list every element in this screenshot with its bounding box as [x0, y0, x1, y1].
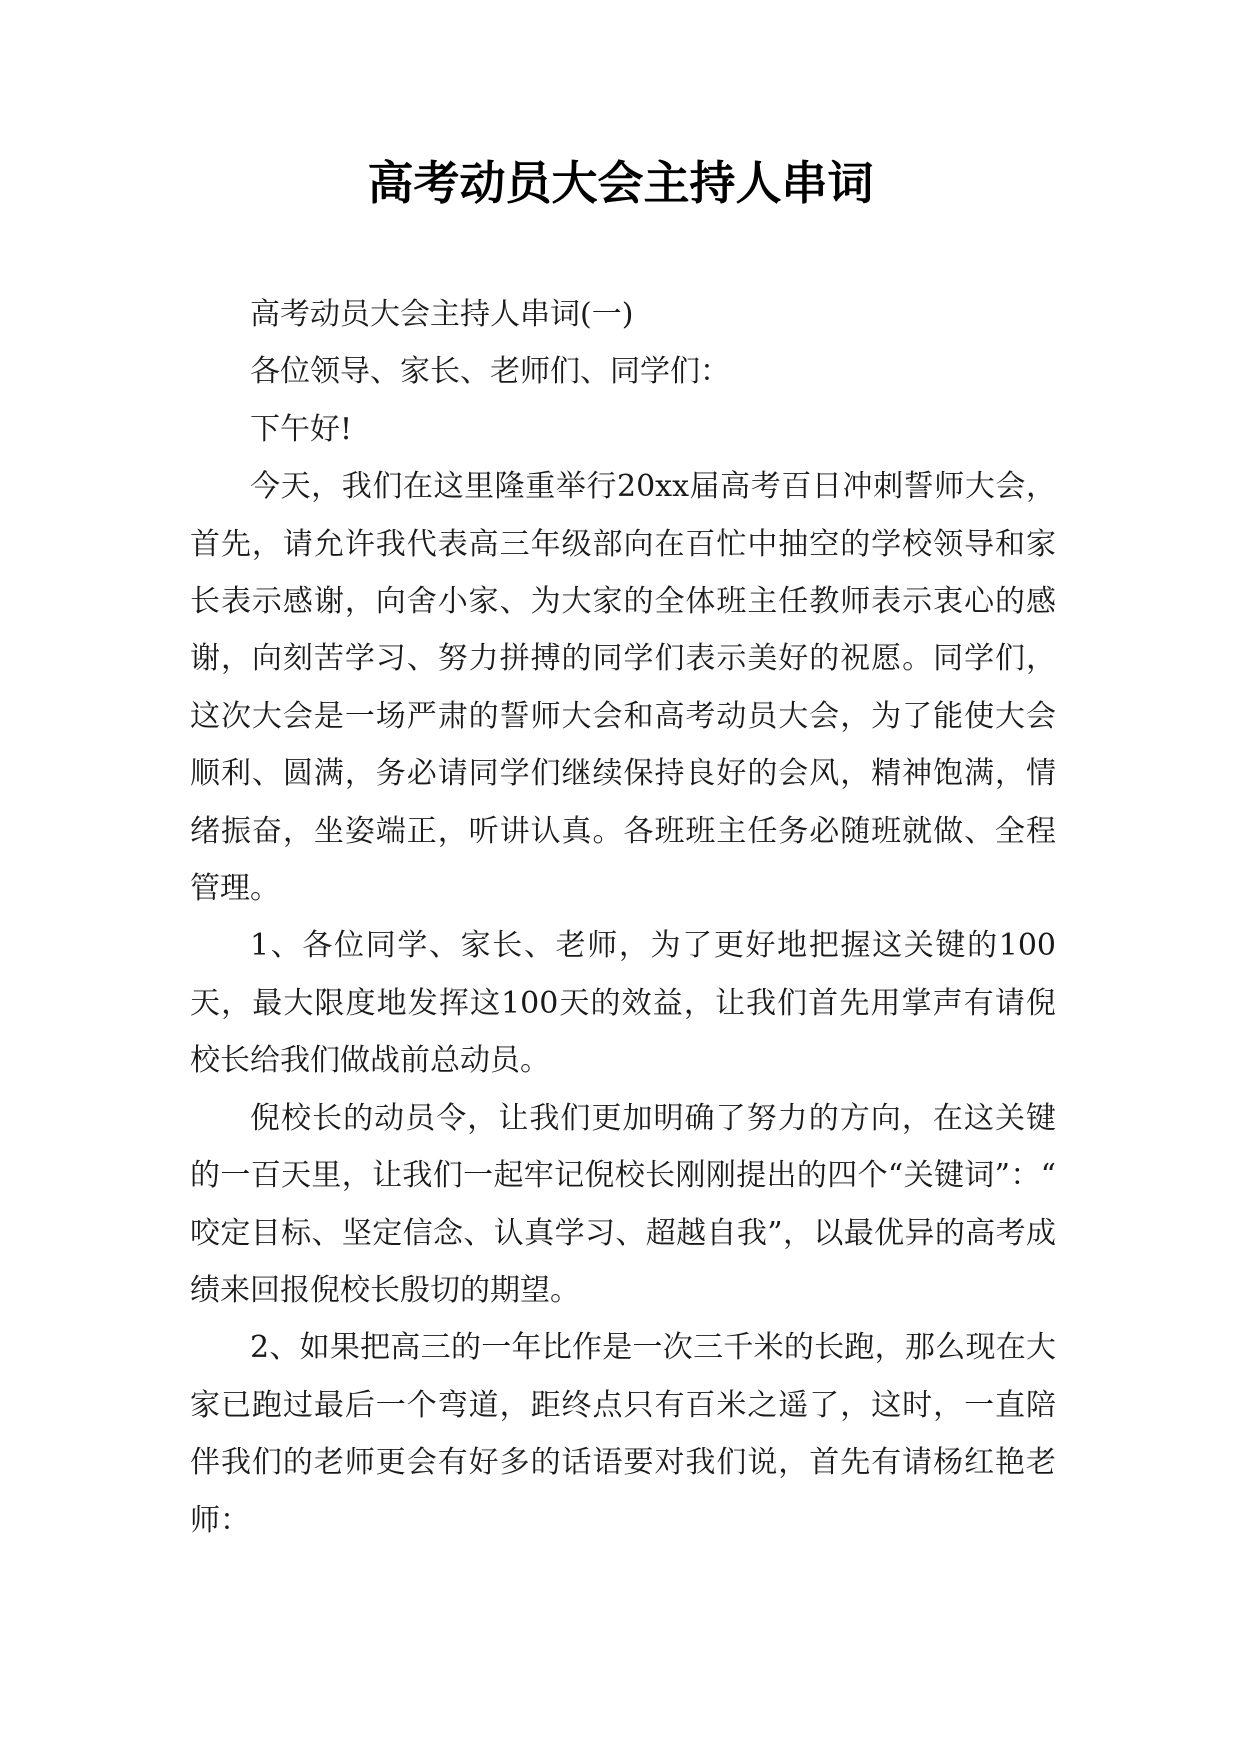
- paragraph-subtitle: 高考动员大会主持人串词(一): [250, 297, 634, 332]
- paragraph-item-1: 1、各位同学、家长、老师，为了更好地把握这关键的100天，最大限度地发挥这100天的效益，让我们首先用掌声有请倪校长给我们做战前总动员。: [190, 928, 1056, 1079]
- document-body: [190, 286, 1056, 1549]
- paragraph-opening: 今天，我们在这里隆重举行20xx届高考百日冲刺誓师大会，首先，请允许我代表高三年级部向在百忙中抽空的学校领导和家长表示感谢，向舍小家、为大家的全体班主任教师表示衷心的感谢，向刻苦学习、努力拼搏的同学们表示美好的祝愿。同学们，这次大会是一场严肃的誓师大会和高考动员大会，为了能使大会顺利、圆满，务必请同学们继续保持良好的会风，精神饱满，情绪振奋，坐姿端正，听讲认真。各班班主任务必随班就做、全程管理。: [190, 469, 1056, 907]
- paragraph-salutation: 各位领导、家长、老师们、同学们：: [250, 354, 730, 390]
- document-title: 高考动员大会主持人串词: [367, 156, 874, 210]
- paragraph-item-2: 2、如果把高三的一年比作是一次三千米的长跑，那么现在大家已跑过最后一个弯道，距终点只有百米之遥了，这时，一直陪伴我们的老师更会有好多的话语要对我们说，首先有请杨红艳老师：: [190, 1330, 1056, 1538]
- paragraph-greeting: 下午好!: [250, 411, 353, 447]
- paragraph-keywords: 倪校长的动员令，让我们更加明确了努力的方向，在这关键的一百天里，让我们一起牢记倪校长刚刚提出的四个“关键词”：“ 咬定目标、坚定信念、认真学习、超越自我”，以最优异的高考成绩来回报倪校长殷切的期望。: [190, 1100, 1056, 1308]
